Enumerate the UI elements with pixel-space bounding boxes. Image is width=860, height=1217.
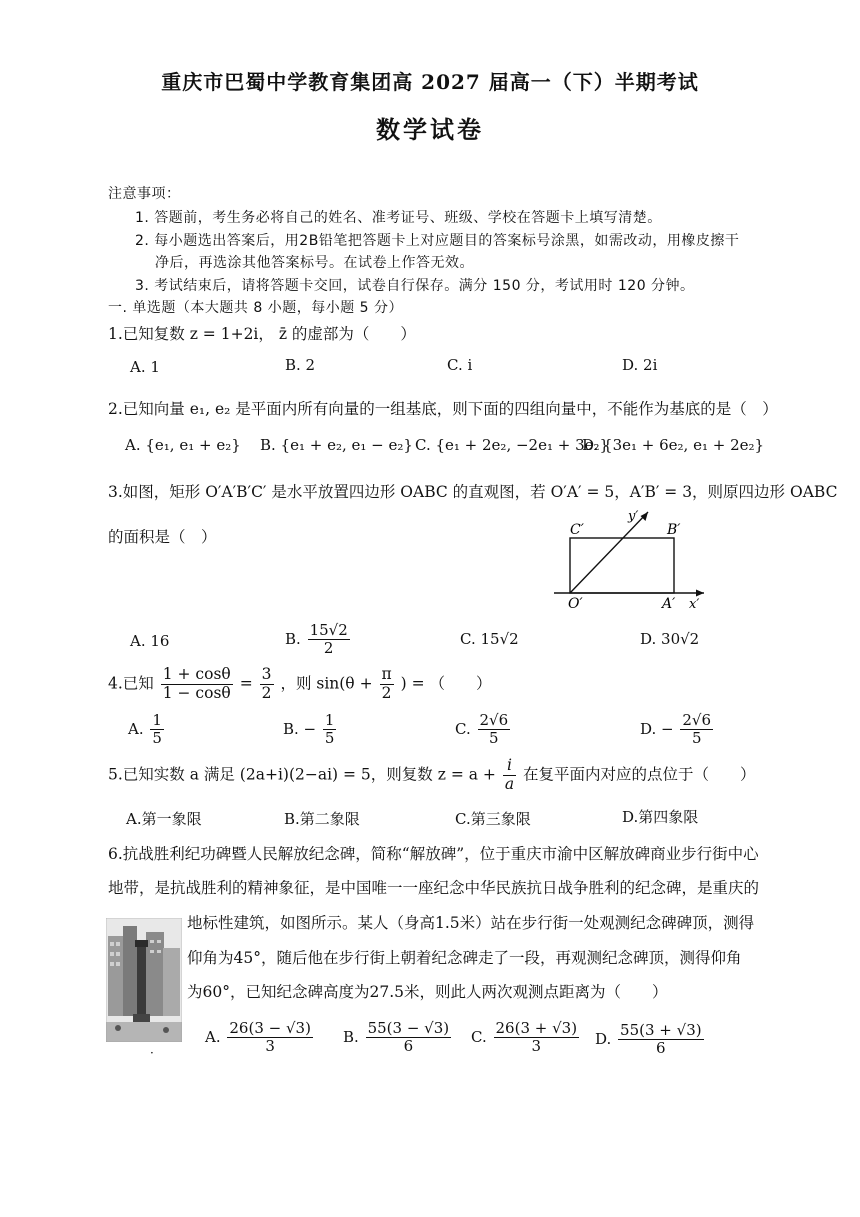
question-3-stem-line2: 的面积是（ ）	[108, 528, 217, 546]
q5-frac-den: a	[504, 774, 515, 793]
q6-option-a-den: 3	[265, 1037, 275, 1056]
question-1-stem: 1.已知复数 z = 1+2i， z̄ 的虚部为（ ）	[108, 325, 416, 343]
q1-option-c: C. i	[447, 356, 473, 374]
q2-option-b: B. {e₁ + e₂, e₁ − e₂}	[260, 436, 413, 454]
q3-option-c: C. 15√2	[460, 630, 519, 648]
q5-stem-b: 在复平面内对应的点位于（ ）	[523, 765, 756, 784]
q4-option-c-den: 5	[489, 729, 499, 748]
q6-option-a	[205, 1020, 315, 1056]
q4-option-b	[283, 712, 338, 748]
q3-intuitive-diagram	[548, 500, 710, 612]
x-axis-arrow	[696, 590, 704, 597]
liberation-monument-photo	[106, 918, 182, 1042]
q2-option-c: C. {e₁ + 2e₂, −2e₁ + 3e₂}	[415, 436, 610, 454]
note-item-1: 1. 答题前，考生务必将自己的姓名、准考证号、班级、学校在答题卡上填写清楚。	[135, 210, 662, 226]
q6-option-b-prefix: B.	[343, 1027, 359, 1046]
q4-option-d-num: 2√6	[682, 711, 712, 729]
q4-eq: =	[239, 674, 253, 693]
question-6-line4: 仰角为45°，随后他在步行街上朝着纪念碑走了一段，再观测纪念碑顶，测得仰角	[187, 949, 742, 967]
question-5-stem	[108, 757, 756, 794]
notes-heading: 注意事项：	[108, 186, 181, 202]
q4-option-d-prefix: D. −	[640, 719, 674, 738]
q4-option-a	[128, 712, 166, 748]
exam-subtitle: 数学试卷	[376, 115, 484, 144]
q4-option-c-prefix: C.	[455, 719, 471, 738]
exam-title: 重庆市巴蜀中学教育集团高 2027 届高一（下）半期考试	[161, 70, 699, 94]
stray-dot: ·	[150, 1046, 154, 1060]
q3-option-b	[285, 622, 352, 658]
note-item-2b: 净后，再选涂其他答案标号。在试卷上作答无效。	[155, 255, 474, 271]
q5-stem-a: 5.已知实数 a 满足 (2a+i)(2−ai) = 5，则复数 z = a +	[108, 765, 496, 784]
question-6-line1: 6.抗战胜利纪功碑暨人民解放纪念碑，简称“解放碑”，位于重庆市渝中区解放碑商业步行街中心	[108, 845, 759, 863]
q6-option-b-num: 55(3 − √3)	[367, 1019, 450, 1037]
label-c: C′	[570, 522, 584, 538]
q5-option-b: B.第二象限	[284, 810, 360, 828]
label-a: A′	[662, 596, 676, 612]
q3-option-d: D. 30√2	[640, 630, 700, 648]
q3-option-b-den: 2	[323, 639, 334, 658]
q4-frac-den: 1 − cosθ	[162, 683, 231, 702]
section-heading: 一. 单选题（本大题共 8 小题，每小题 5 分）	[108, 300, 404, 316]
q6-option-a-num: 26(3 − √3)	[229, 1019, 311, 1037]
label-b: B′	[667, 522, 681, 538]
q4-tail: ) = （ ）	[400, 674, 492, 693]
q6-option-d	[595, 1022, 706, 1058]
q3-option-a: A. 16	[130, 632, 170, 650]
note-item-3: 3. 考试结束后，请将答题卡交回，试卷自行保存。满分 150 分，考试用时 120 分钟。	[135, 278, 695, 294]
q4-option-c-num: 2√6	[479, 711, 509, 729]
q4-pi-num: π	[381, 665, 392, 683]
q1-option-a: A. 1	[130, 358, 160, 376]
q6-option-c-den: 3	[531, 1037, 542, 1056]
q3-option-b-num: 15√2	[309, 621, 348, 639]
q4-prefix: 4.已知	[108, 674, 154, 693]
rectangle-oabc	[570, 538, 674, 593]
q4-option-d	[640, 712, 715, 748]
q4-pi-den: 2	[381, 683, 392, 702]
q6-option-b	[343, 1020, 453, 1056]
q4-rhs-num: 3	[261, 665, 272, 683]
q4-option-a-prefix: A.	[128, 719, 144, 738]
q1-option-b: B. 2	[285, 356, 316, 374]
question-6-line5: 为60°，已知纪念碑高度为27.5米，则此人两次观测点距离为（ ）	[187, 983, 668, 1001]
y-axis-arrow	[641, 512, 649, 521]
question-6-line2: 地带，是抗战胜利的精神象征，是中国唯一一座纪念中华民族抗日战争胜利的纪念碑，是重庆的	[108, 879, 760, 897]
label-o: O′	[568, 596, 583, 612]
q2-option-a: A. {e₁, e₁ + e₂}	[125, 436, 241, 454]
q5-option-a: A.第一象限	[126, 810, 202, 828]
q6-option-d-prefix: D.	[595, 1029, 612, 1048]
q4-option-a-num: 1	[152, 711, 162, 729]
q4-frac-num: 1 + cosθ	[162, 665, 231, 683]
q5-frac-num: i	[503, 757, 516, 776]
q3-option-b-prefix: B.	[285, 629, 301, 648]
q4-option-a-den: 5	[152, 729, 162, 748]
q4-option-b-num: 1	[324, 711, 335, 729]
q5-option-d: D.第四象限	[622, 808, 699, 826]
q4-rhs-den: 2	[261, 683, 272, 702]
question-3-stem-line1: 3.如图，矩形 O′A′B′C′ 是水平放置四边形 OABC 的直观图，若 O′A′ = 5，A′B′ = 3，则原四边形 OABC	[108, 483, 838, 501]
label-y: y′	[628, 509, 639, 524]
q6-option-c-prefix: C.	[471, 1027, 487, 1046]
q5-option-c: C.第三象限	[455, 810, 531, 828]
question-4-stem	[108, 666, 492, 703]
question-6-line3: 地标性建筑，如图所示。某人（身高1.5米）站在步行街一处观测纪念碑碑顶，测得	[187, 914, 755, 932]
q1-option-d: D. 2i	[622, 356, 658, 374]
q6-option-d-num: 55(3 + √3)	[620, 1021, 702, 1039]
q4-option-b-den: 5	[324, 729, 335, 748]
q4-option-c	[455, 712, 512, 748]
q4-option-d-den: 5	[691, 729, 702, 748]
note-item-2a: 2. 每小题选出答案后，用2B铅笔把答题卡上对应题目的答案标号涂黑，如需改动，用橡皮擦干	[135, 233, 740, 249]
q2-option-d: D. {3e₁ + 6e₂, e₁ + 2e₂}	[582, 436, 765, 454]
q6-option-b-den: 6	[403, 1037, 414, 1056]
label-x: x′	[689, 597, 700, 612]
q6-option-c-num: 26(3 + √3)	[495, 1019, 578, 1037]
q4-option-b-prefix: B. −	[283, 719, 317, 738]
q6-option-c	[471, 1020, 581, 1056]
q4-mid: ，则 sin(θ +	[280, 674, 373, 693]
q6-option-a-prefix: A.	[205, 1027, 221, 1046]
question-2-stem: 2.已知向量 e₁, e₂ 是平面内所有向量的一组基底，则下面的四组向量中，不能作为基底的是（ ）	[108, 400, 778, 418]
q6-option-d-den: 6	[656, 1039, 666, 1058]
